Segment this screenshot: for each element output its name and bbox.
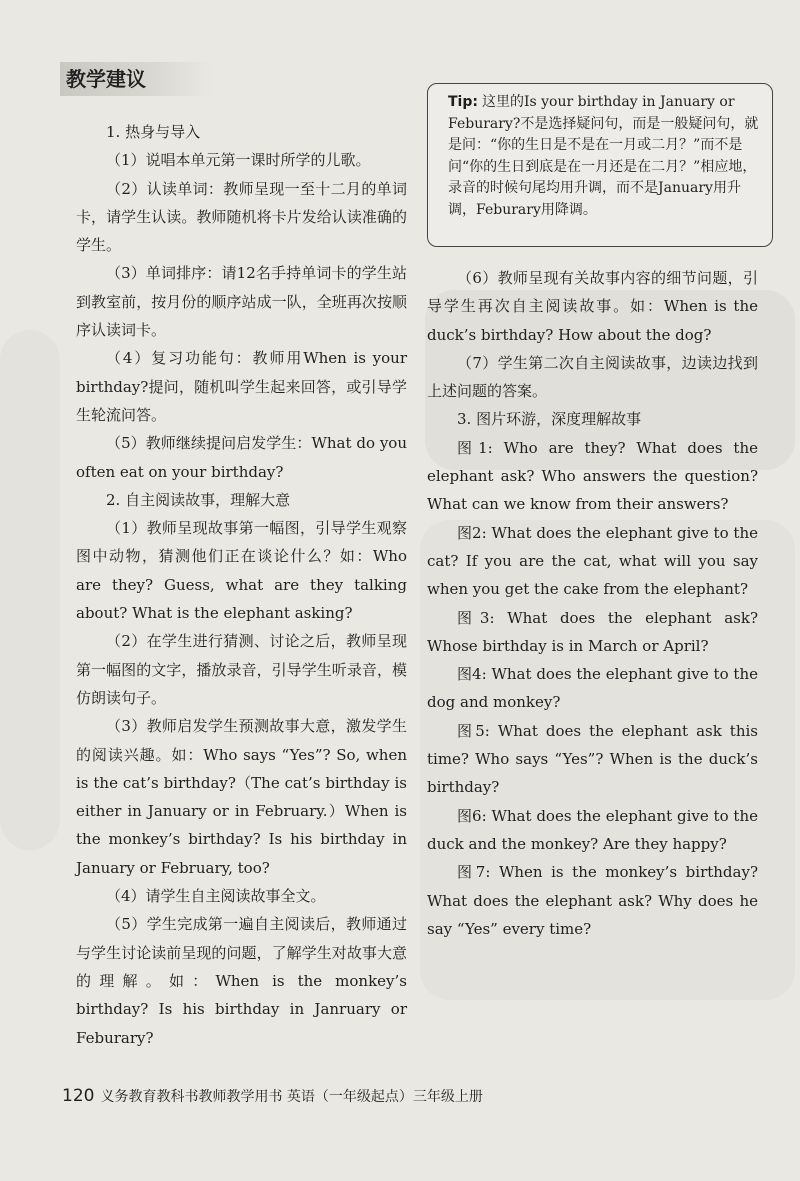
paragraph: （7）学生第二次自主阅读故事，边读边找到上述问题的答案。 bbox=[427, 353, 758, 401]
left-column bbox=[76, 118, 407, 1052]
paragraph: （3）单词排序：请12名手持单词卡的学生站到教室前，按月份的顺序站成一队，全班再次按顺序认读词卡。 bbox=[76, 264, 407, 340]
right-column bbox=[427, 264, 758, 943]
paragraph: 图4: What does the elephant give to the dog and monkey? bbox=[427, 665, 758, 712]
paragraph: （6）教师呈现有关故事内容的细节问题，引导学生再次自主阅读故事。如：When is the duck’s birthday? How about the dog? bbox=[427, 269, 758, 344]
paragraph: （4）请学生自主阅读故事全文。 bbox=[106, 887, 326, 906]
section-title: 教学建议 bbox=[60, 62, 212, 96]
paragraph: 1. 热身与导入 bbox=[106, 123, 201, 141]
tip-box bbox=[427, 83, 773, 247]
paragraph: 图5: What does the elephant ask this time? Who says “Yes”? When is the duck’s birthday? bbox=[427, 721, 758, 797]
paragraph: （4）复习功能句：教师用When is your birthday?提问，随机叫学生起来回答，或引导学生轮流问答。 bbox=[76, 349, 407, 424]
page-footer bbox=[62, 1086, 483, 1106]
paragraph: 图1: Who are they? What does the elephant ask? Who answers the question? What can we know from their answers? bbox=[427, 438, 758, 514]
paragraph: （2）在学生进行猜测、讨论之后，教师呈现第一幅图的文字，播放录音，引导学生听录音，模仿朗读句子。 bbox=[76, 632, 407, 707]
paragraph: （5）学生完成第一遍自主阅读后，教师通过与学生讨论读前呈现的问题，了解学生对故事大意的理解。如：When is the monkey’s birthday? Is his birthday in Janruary or Feburary? bbox=[76, 915, 407, 1047]
paragraph: 图2: What does the elephant give to the cat? If you are the cat, what will you say when you get the cake from the elephant? bbox=[427, 523, 758, 599]
paragraph: （3）教师启发学生预测故事大意，激发学生的阅读兴趣。如：Who says “Yes”? So, when is the cat’s birthday?（The cat’s birthday is either in January or in February.）When is the monkey’s birthday? Is his birthday in January or February, too? bbox=[76, 717, 407, 877]
footer-text: 义务教育教科书教师教学用书 英语（一年级起点）三年级上册 bbox=[100, 1089, 483, 1105]
page-number: 120 bbox=[62, 1086, 95, 1106]
paragraph: 图6: What does the elephant give to the duck and the monkey? Are they happy? bbox=[427, 806, 758, 853]
paragraph: （1）教师呈现故事第一幅图，引导学生观察图中动物，猜测他们正在谈论什么？如：Who are they? Guess, what are they talking about? What is the elephant asking? bbox=[76, 519, 407, 623]
paragraph: （1）说唱本单元第一课时所学的儿歌。 bbox=[106, 151, 371, 170]
tip-text: 这里的Is your birthday in January or Feburary?不是选择疑问句，而是一般疑问句，就是问：“你的生日是不是在一月或二月？”而不是问“你的生日到底是在一月还是在二月？”相应地，录音的时候句尾均用升调，而不是January用升调，Feburary用降调。 bbox=[448, 94, 759, 218]
paragraph: 3. 图片环游，深度理解故事 bbox=[457, 410, 642, 429]
paragraph: （2）认读单词：教师呈现一至十二月的单词卡，请学生认读。教师随机将卡片发给认读准确的学生。 bbox=[76, 179, 407, 255]
paragraph: 图3: What does the elephant ask? Whose birthday is in March or April? bbox=[427, 608, 758, 655]
tip-label: Tip: bbox=[448, 94, 478, 110]
bleed-through-shadow bbox=[0, 330, 60, 850]
paragraph: 2. 自主阅读故事，理解大意 bbox=[106, 490, 291, 509]
paragraph: （5）教师继续提问启发学生：What do you often eat on your birthday? bbox=[76, 434, 407, 481]
paragraph: 图7: When is the monkey’s birthday? What does the elephant ask? Why does he say “Yes” every time? bbox=[427, 863, 758, 938]
